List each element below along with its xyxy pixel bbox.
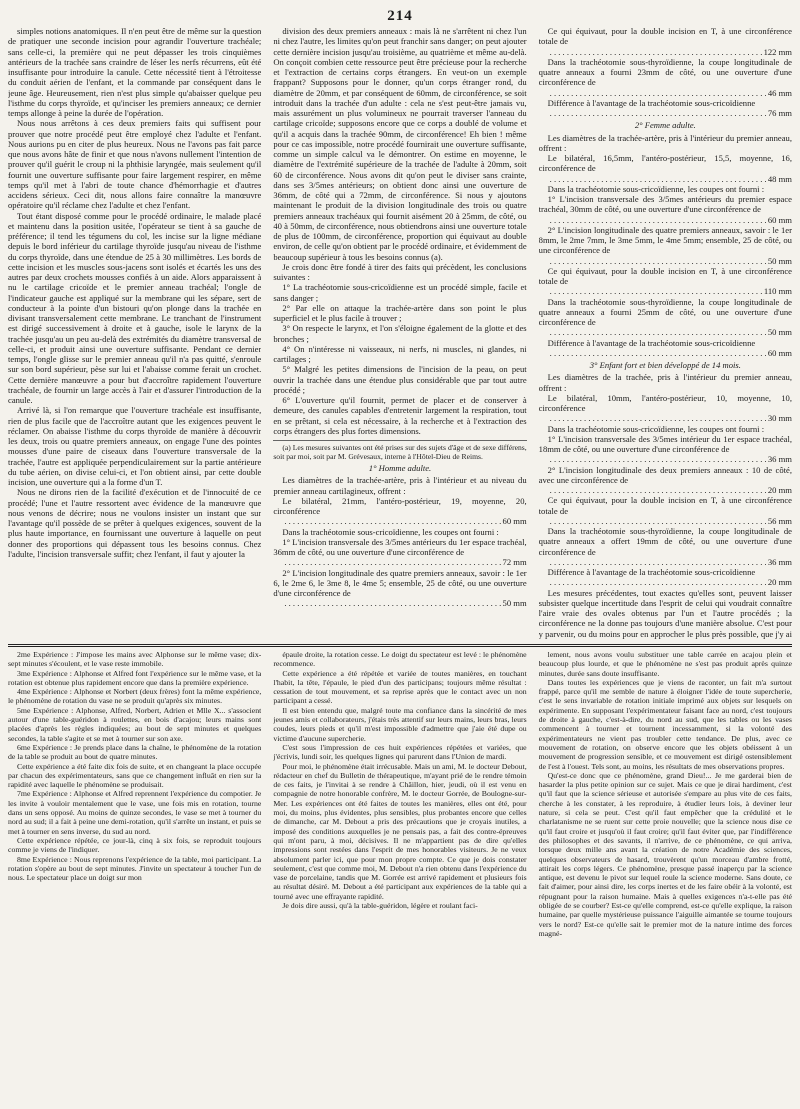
- measure-line: [539, 413, 792, 423]
- measure-line: [539, 454, 792, 464]
- paragraph: 4me Expérience : Alphonse et Norbert (deux frères) font la même expérience, le phénomène de rotation du vase ne se produit qu'après six minutes.: [8, 687, 262, 706]
- paragraph: 1° L'incision transversale des 3/5mes antérieurs du premier espace trachéal, 30mm de côté, ou une ouverture d'une circonférence de: [538, 194, 792, 215]
- column-3: [539, 26, 792, 640]
- article-top-section: [8, 26, 792, 640]
- leader-dots: [550, 485, 766, 495]
- paragraph: Il est bien entendu que, malgré toute ma confiance dans la sincérité de mes jeunes amis et collaborateurs, j'étais très attentif sur leurs mains, leurs bras, leurs coudes, leurs pieds et qu'il m'est impossible d'admettre que j'aie été dupe ou victime d'aucune supercherie.: [273, 705, 527, 743]
- leader-dots: [550, 557, 766, 567]
- paragraph: 6° L'ouverture qu'il fournit, permet de placer et de conserver à demeure, des canules capables d'entretenir largement la respiration, tout en se prêtant, si cela est nécessaire, à la recherche et à l'extraction des corps étrangers des plus fortes dimensions.: [273, 395, 527, 436]
- page-number: 214: [387, 8, 413, 24]
- footnote: (a) Les mesures suivantes ont été prises sur des sujets d'âge et de sexe différens, soit par moi, soit par M. Grévesaux, interne à l'Hôtel-Dieu de Reims.: [273, 440, 526, 461]
- paragraph: Cette expérience a été faite dix fois de suite, et en changeant la place occupée par chacun des expérimentateurs, sans que ce changement influât en rien sur la rapidité avec laquelle le phénomène se produisait.: [8, 761, 262, 790]
- measure-value: 20 mm: [767, 485, 792, 495]
- column-2: [273, 26, 526, 640]
- measure-value: 56 mm: [767, 515, 792, 526]
- paragraph: épaule droite, la rotation cesse. Le doigt du spectateur est levé : le phénomène recommence.: [273, 650, 527, 669]
- measure-line: [539, 577, 792, 587]
- paragraph: Dans la trachéotomie sous-thyroïdienne, la coupe longitudinale de quatre anneaux a fourni 23mm de côté, ou une ouverture d'une circonférence de: [538, 56, 792, 88]
- measure-line: [539, 485, 792, 495]
- measure-line: [539, 557, 792, 567]
- paragraph: Cette expérience a été répétée et variée de toutes manières, en touchant l'habit, la tête, l'épaule, le pied d'un des participans; toujours même résultat : cessation de tout mouvement, et sa reprise après que le contact avec un non participant a cessé.: [273, 668, 527, 706]
- measure-line: [539, 256, 792, 266]
- leader-dots: [550, 286, 762, 296]
- measure-value: 72 mm: [502, 557, 527, 568]
- paragraph: Différence à l'avantage de la trachéotomie sous-cricoïdienne: [547, 97, 756, 108]
- paragraph: 6me Expérience : Je prends place dans la chaîne, le phénomène de la rotation de la table se produit au bout de quatre minutes.: [8, 742, 262, 762]
- paragraph: Dans toutes les expériences que je viens de raconter, un fait m'a surtout frappé, parce qu'il me semble de nature à éloigner l'idée de toute supercherie, c'est le sens invariable de rotation initiale imprimé aux objets sur lesquels on expérimente. En supposant l'expérimentateur faisant face au nord, c'est toujours de droite à gauche, c'est-à-dire, du nord au sud, que les tables ou les vases commencent à tourner et tournent incessamment, si la volonté des expérimentateurs ne vient pas troubler cette tendance. De plus, avec ce mouvement de rotation, on observe encore que les objets obéissent à un mouvement de progression sensible, et ce mouvement est dirigé ostensiblement de l'est à l'ouest. Tels sont, au moins, les résultats de mes observations propres.: [538, 677, 792, 771]
- paragraph: Ce qui équivaut, pour la double incision en T, à une circonférence totale de: [538, 265, 792, 286]
- measure-line: [539, 516, 792, 526]
- paragraph: Dans la trachéotomie sous-thyroïdienne, la coupe longitudinale de quatre anneaux a fourni 25mm de côté, ou une ouverture d'une circonférence de: [538, 296, 792, 327]
- article-bottom-section: [8, 650, 792, 1093]
- paragraph: 2° Par elle on attaque la trachée-artère dans son point le plus superficiel et le plus facile à trouver ;: [273, 302, 527, 323]
- column-1: [8, 26, 261, 640]
- measure-value: 50 mm: [767, 327, 792, 338]
- paragraph: Dans la trachéotomie sous-cricoïdienne, les coupes ont fourni :: [547, 423, 765, 434]
- bottom-column-3: [539, 650, 792, 1093]
- measure-line: [539, 215, 792, 225]
- leader-dots: [550, 88, 766, 98]
- paragraph: Ce qui équivaut, pour la double incision en T, à une circonférence totale de: [538, 26, 792, 47]
- measure-value: 110 mm: [763, 286, 792, 297]
- paragraph: Tout étant disposé comme pour le procédé ordinaire, le malade placé et maintenu dans la position usitée, l'opérateur se tient à sa gauche de préférence; il tend les tégumens du col, les incise sur la ligne médiane depuis le bord inférieur du cartilage thyroïde jusqu'au niveau de l'isthme du corps thyroïde, dans une étendue de 25 à 30 millimètres. Les bords de cette incision et les muscles sous-jacens sont isolés et écartés les uns des autres par deux crochets mousses confiés à un aide. Alors apparaissent à nu le cartilage cricoïde et le premier anneau trachéal; l'ongle de l'indicateur gauche est appliqué sur la membrane qui les sépare, sert de conducteur à la pointe d'un bistouri qu'on plonge dans la trachée en divisant transversalement cette membrane. Le tranchant de l'instrument est dirigé successivement à droite et à gauche, isole le larynx de la trachée jusqu'au un peu au-delà des extrémités du diamètre transversal de celle-ci, et produit ainsi une ouverture suffisante. Pendant ce dernier temps, l'ongle glisse sur le premier anneau qu'il n'a pas quitté, s'enroule sur son bord supérieur, pèse sur lui et l'abaisse comme ferait un crochet. Cette dernière manœuvre a pour but d'accroître rapidement l'ouverture trachéale, de fournir un large accès à l'air et d'assurer l'introduction de la canule.: [8, 210, 262, 405]
- paragraph: Dans la trachéotomie sous-thyroïdienne, la coupe longitudinale de quatre anneaux a offert 19mm de côté, ou une ouverture d'une circonférence de: [538, 526, 792, 557]
- paragraph: Le bilatéral, 21mm, l'antéro-postérieur, 19, moyenne, 20, circonférence: [273, 495, 527, 516]
- paragraph: Les diamètres de la trachée-artère, pris à l'intérieur du premier anneau, offrent :: [538, 132, 792, 153]
- paragraph: 1° La trachéotomie sous-cricoïdienne est un procédé simple, facile et sans danger ;: [273, 282, 527, 303]
- paragraph: 4° On n'intéresse ni vaisseaux, ni nerfs, ni muscles, ni glandes, ni cartilages ;: [273, 343, 527, 364]
- paragraph: Dans la trachéotomie sous-cricoïdienne, les coupes ont fourni :: [547, 183, 765, 194]
- leader-dots: [550, 215, 766, 225]
- paragraph: 1° L'incision transversale des 3/5mes intérieur du 1er espace trachéal, 18mm de côté, ou une ouverture d'une circonférence de: [538, 433, 792, 454]
- bottom-column-2: [273, 650, 526, 1093]
- paragraph: Nous ne dirons rien de la facilité d'exécution et de l'innocuité de ce procédé; l'une et l'autre ressortent avec évidence de la manœuvre que nous venons de décrire; nous ne voulons insister un instant que sur l'avantage qu'il possède de se prêter à quelques exigences, souvent de la plus haute importance, en fournissant une ouverture à laquelle on peut donner des proportions qui dépassent tous les besoins connus. Chez l'adulte, l'incision transversale suffit; chez l'enfant, il faut y ajouter la: [8, 487, 262, 559]
- paragraph: 5° Malgré les petites dimensions de l'incision de la peau, on peut ouvrir la trachée dans une étendue plus considérable que par tout autre procédé ;: [273, 364, 527, 395]
- measure-line: [539, 286, 792, 296]
- paragraph: Le bilatéral, 10mm, l'antéro-postérieur, 10, moyenne, 10, circonférence: [538, 392, 792, 413]
- measure-value: 60 mm: [767, 214, 792, 225]
- paragraph: 2° L'incision longitudinale des deux premiers anneaux : 10 de côté, avec une circonférence de: [538, 464, 792, 485]
- paragraph: Les diamètres de la trachée, pris à l'intérieur du premier anneau, offrent :: [538, 372, 792, 393]
- measure-value: 30 mm: [767, 413, 792, 424]
- measure-value: 122 mm: [763, 46, 792, 57]
- paragraph: Les mesures précédentes, tout exactes qu'elles sont, peuvent laisser subsister quelque incertitude dans l'esprit de celui qui voudrait connaître l'aire vraie des ovales obtenus par l'un et l'autre procédés ; la circonférence ne la donne pas toujours d'une manière absolue. C'est pour y parvenir, ou du moins pour en approcher le plus près possible, que j'y ai: [538, 587, 792, 639]
- paragraph: lement, nous avons voulu substituer une table carrée en acajou plein et beaucoup plus lourde, et que le phénomène ne s'est pas produit après quinze minutes, durée sans doute insuffisante.: [538, 650, 792, 678]
- paragraph: C'est sous l'impression de ces huit expériences répétées et variées, que j'écrivis, lundi soir, les quelques lignes qui parurent dans l'Union de mardi.: [273, 742, 527, 762]
- leader-dots: [550, 108, 766, 118]
- paragraph: 2° L'incision longitudinale des quatre premiers anneaux, savoir : le 1er 8mm, le 2me 7mm, le 3me 5mm, le 4me 5mm; ensemble, 25 de côté, ou une circonférence de: [538, 224, 792, 256]
- paragraph: Différence à l'avantage de la trachéotomie sous-cricoïdienne: [547, 337, 756, 348]
- measure-value: 50 mm: [502, 598, 527, 609]
- paragraph: Dans la trachéotomie sous-cricoïdienne, les coupes ont fourni :: [282, 526, 499, 537]
- journal-page: [8, 8, 792, 1093]
- leader-dots: [550, 47, 762, 57]
- paragraph: 3° On respecte le larynx, et l'on s'éloigne également de la glotte et des bronches ;: [273, 323, 527, 344]
- measure-value: 48 mm: [767, 173, 792, 184]
- paragraph: Ce qui équivaut, pour la double incision en T, à une circonférence totale de: [538, 495, 792, 516]
- measure-value: 76 mm: [767, 108, 792, 118]
- measure-line: [273, 598, 526, 608]
- case-heading: 1° Homme adulte.: [368, 463, 432, 473]
- paragraph: 2me Expérience : J'impose les mains avec Alphonse sur le même vase; dix-sept minutes s'écoulent, et le vase reste immobile.: [8, 650, 262, 669]
- measure-value: 60 mm: [767, 347, 792, 358]
- leader-dots: [550, 174, 766, 184]
- leader-dots: [550, 516, 766, 526]
- leader-dots: [284, 516, 500, 526]
- measure-line: [539, 108, 792, 118]
- paragraph: division des deux premiers anneaux : mais là ne s'arrêtent ni chez l'un ni chez l'autre, les limites qu'on peut franchir sans danger; on peut ajouter cette dernière incision jusqu'au troisième, au quatrième et même au-delà. On conçoit combien cette ressource peut être précieuse pour la recherche et l'extraction de certains corps étrangers. En veut-on un exemple frappant? Supposons pour le donner, qu'un corps étranger rond, du diamètre de 20mm, et par conséquent de 60mm, de circonférence, se soit introduit dans la trachée d'un adulte : cela ne s'est peut-être jamais vu, mais assurément un plus volumineux ne pourrait traverser l'anneau du cartilage cricoïde; supposons encore que ce corps a doublé de volume et qu'il a acquis dans la trachée 90mm, de circonférence! Eh bien ! même pour ce cas impossible, notre procédé fournirait une ouverture suffisante, comme un simple calcul va le démontrer. On estime en moyenne, le diamètre de l'extrémité supérieure de la trachée de l'adulte à 20mm, soit 60 de circonférence. Nous avons dit qu'on peut le diviser sans crainte, dans ses 3/5mes antérieurs; on obtient donc ainsi une ouverture de 36mm, de côté qui a 72mm, de circonférence. Si nous y ajoutons maintenant le produit de la division longitudinale des trois ou quatre premiers anneaux trachéaux qui fournit aisément 20 à 25mm, de côté, ou 40 à 50mm, de circonférence, nous obtiendrons ainsi une ouverture totale de plus de 100mm, de circonférence, proportion qui équivaut au double environ, de celle qu'on obtient par le procédé ordinaire, et évidemment de beaucoup supérieur à tous les besoins connus (a).: [273, 26, 527, 262]
- paragraph: 7me Expérience : Alphonse et Alfred reprennent l'expérience du compotier. Je les invite à vouloir mentalement que le vase, une fois mis en rotation, tourne dans un sens opposé. Au moins de quinze secondes, le vase se met à tourner du nord au sud; il a fait à peine une demi-rotation, qu'il s'arrête un instant, et puis se met à tourner en sens inverse, du sud au nord.: [8, 789, 262, 836]
- paragraph: Qu'est-ce donc que ce phénomène, grand Dieu!... Je me garderai bien de hasarder la plus petite opinion sur ce sujet. Mais ce que je dirai hardiment, c'est qu'il faut que la science sérieuse et autorisée s'empare au plus vite de ces faits, cherche à les constater, à les reproduire, à étudier leurs lois, à deviner leur nature, si cela se peut. C'est qu'il faut empêcher que la crédulité et le charlatanisme ne se ruent sur cette proie nouvelle; que la science nous dise ce qu'il faut croire et jusqu'où il faut croire; qu'il faut éviter que, par l'indifférence des philosophes et des savants, il n'arrive, de ce phénomène, ce qui arriva, lorsque deux mille ans avant la création de notre Académie des sciences, quelques observateurs de hasard, trouvèrent qu'un morceau d'ambre frotté, attirait les corps légers. Ce phénomène, presque passé inaperçu par la science antique, est devenu le pivot sur lequel roule la science moderne. Sans doute, ce fait d'aimer, pour ainsi dire, les corps inertes et de les faire obéir à la volonté, est répugnant pour la raison humaine. Mais à quelles exigences n'a-t-elle pas été obligée de se courber? Est-ce qu'elle comprend, est-ce qu'elle explique, la raison humaine, par quelle mystérieuse puissance l'aiguille aimantée se tourne toujours vers le nord? Est-ce qu'elle sait le premier mot de la nature intime des forces magné-: [538, 770, 792, 938]
- leader-dots: [284, 557, 500, 567]
- paragraph: Les diamètres de la trachée-artère, pris à l'intérieur et au niveau du premier anneau cartilagineux, offrent :: [273, 475, 527, 496]
- paragraph: Je crois donc être fondé à tirer des faits qui précèdent, les conclusions suivantes :: [273, 261, 527, 282]
- case-heading: 3° Enfant fort et bien développé de 14 mois.: [589, 360, 741, 370]
- measure-line: [539, 88, 792, 98]
- measure-line: [539, 47, 792, 57]
- paragraph: 8me Expérience : Nous reprenons l'expérience de la table, moi participant. La rotation s'opère au bout de sept minutes. J'invite un spectateur à toucher l'un de nous. Le spectateur place un doigt sur mon: [8, 854, 262, 883]
- leader-dots: [550, 454, 766, 464]
- leader-dots: [284, 598, 500, 608]
- leader-dots: [550, 413, 766, 423]
- measure-line: [539, 327, 792, 337]
- section-divider: [8, 644, 792, 647]
- paragraph: Arrivé là, si l'on remarque que l'ouverture trachéale est insuffisante, rien de plus facile que de l'accroître autant que les exigences peuvent le réclamer. On abaisse l'isthme du corps thyroïde de manière à découvrir les deux, trois ou quatre premiers anneaux, on engage l'une des pointes mousses d'une paire de ciseaux dans l'ouverture transversale de la trachée, l'autre est appliquée perpendiculairement sur la partie antérieure du tube aérien, on divise celui-ci, et l'on obtient ainsi, par cette double incision, une ouverture qui a la forme d'un T.: [8, 405, 262, 487]
- leader-dots: [550, 348, 766, 358]
- measure-value: 36 mm: [767, 454, 792, 465]
- paragraph: 1° L'incision transversale des 3/5mes antérieurs du 1er espace trachéal, 36mm de côté, ou une ouverture d'une circonférence de: [273, 536, 527, 557]
- measure-value: 46 mm: [767, 87, 792, 98]
- paragraph: simples notions anatomiques. Il n'en peut être de même sur la question de pratiquer une seconde incision pour agrandir l'ouverture trachéale; sans celle-ci, la première qui ne peut dépasser les trois cinquièmes antérieurs de la trachée sans craindre de léser les nerfs récurrens, eût été insuffisante pour introduire la canule. Cette nécessité tient à l'étroitesse du conduit aérien de l'enfant, et la commande par conséquent dans le jeune âge. Heureusement, rien n'est plus simple qu'abaisser quelque peu l'isthme du corps thyroïde, et qu'inciser les premiers anneaux; ce dernier temps allonge à peine la durée de l'opération.: [8, 26, 262, 118]
- leader-dots: [550, 327, 766, 337]
- paragraph: 2° L'incision longitudinale des quatre premiers anneaux, savoir : le 1er 6, le 2me 6, le 3me 8, le 4me 5; ensemble, 25 de côté, ou une ouverture d'une circonférence de: [273, 567, 527, 598]
- paragraph: Nous nous arrêtons à ces deux premiers faits qui suffisent pour prouver que notre procédé peut être employé chez l'adulte et l'enfant. Nous aurions pu en citer de plus heureux. Nous ne l'avons pas fait parce que nous avons hâte de finir et que nous n'avons nullement l'intention de prouver qu'il guérit le croup ni la phthisie laryngée, mais seulement qu'il fournit une ouverture suffisante pour faire largement respirer, en même temps qu'il met à l'abri de toute chance d'hémorrhagie et d'autres accidens sérieux. Ceci dit, nous allons faire connaître la manœuvre opératoire qu'il réclame chez l'adulte et chez l'enfant.: [8, 118, 262, 211]
- measure-value: 60 mm: [502, 516, 527, 527]
- paragraph: 5me Expérience : Alphonse, Alfred, Norbert, Adrien et Mlle X... s'associent autour d'une table-guéridon à roulettes, en bois d'acajou; leurs mains sont placées d'après les règles indiquées; au bout de sept minutes et quelques secondes, la table s'agite et se met à tourner sur son axe.: [8, 705, 262, 743]
- paragraph: Cette expérience répétée, ce jour-là, cinq à six fois, se reproduit toujours comme je viens de l'indiquer.: [8, 835, 262, 855]
- measure-value: 36 mm: [767, 556, 792, 567]
- paragraph: Le bilatéral, 16,5mm, l'antéro-postérieur, 15,5, moyenne, 16, circonférence de: [538, 153, 792, 174]
- bottom-column-1: [8, 650, 261, 1093]
- paragraph: Je dois dire aussi, qu'à la table-guéridon, légère et roulant faci-: [282, 901, 478, 911]
- leader-dots: [550, 577, 766, 587]
- paragraph: Différence à l'avantage de la trachéotomie sous-cricoïdienne: [547, 567, 756, 577]
- paragraph: 3me Expérience : Alphonse et Alfred font l'expérience sur le même vase, et la rotation est obtenue plus rapidement encore que dans la première expérience.: [8, 668, 262, 687]
- measure-value: 20 mm: [767, 577, 792, 588]
- case-heading: 2° Femme adulte.: [634, 120, 696, 131]
- measure-line: [273, 516, 526, 526]
- measure-line: [539, 174, 792, 184]
- measure-line: [273, 557, 526, 567]
- leader-dots: [550, 256, 766, 266]
- measure-line: [539, 348, 792, 358]
- measure-value: 50 mm: [767, 255, 792, 266]
- paragraph: Pour moi, le phénomène était irrécusable. Mais un ami, M. le docteur Debout, rédacteur en chef du Bulletin de thérapeutique, m'ayant prié de le rendre témoin de ces faits, je l'invitai à se rendre à Châillon, hier, jeudi, où il est venu en compagnie de notre honorable confrère, M. le docteur Gorrée, de Boulogne-sur-Mer. Les expériences ont été faites de toutes les manières, elles ont été, pour moi, du moins, plus évidentes, plus sensibles, plus probantes encore que celles de dimanche, car M. Debout a pris des précautions que je croyais inutiles, a imposé des conditions auxquelles je ne pensais pas, a fait des contre-épreuves qui m'ont paru, à moi, décisives. Il ne m'appartient pas de dire qu'elles impressions sont restées dans l'esprit de mes honorables visiteurs. Je ne veux absolument parler ici, que pour mon propre compte. Ce que je dois constater seulement, c'est que comme moi, M. Debout n'a rien obtenu dans l'expérience du vase de porcelaine, tandis que M. Gorrée est arrivé rapidement et plusieurs fois au résultat désiré. M. Debout a été participant aux expériences de la table qui a tourné avec une effrayante rapidité.: [273, 761, 527, 901]
